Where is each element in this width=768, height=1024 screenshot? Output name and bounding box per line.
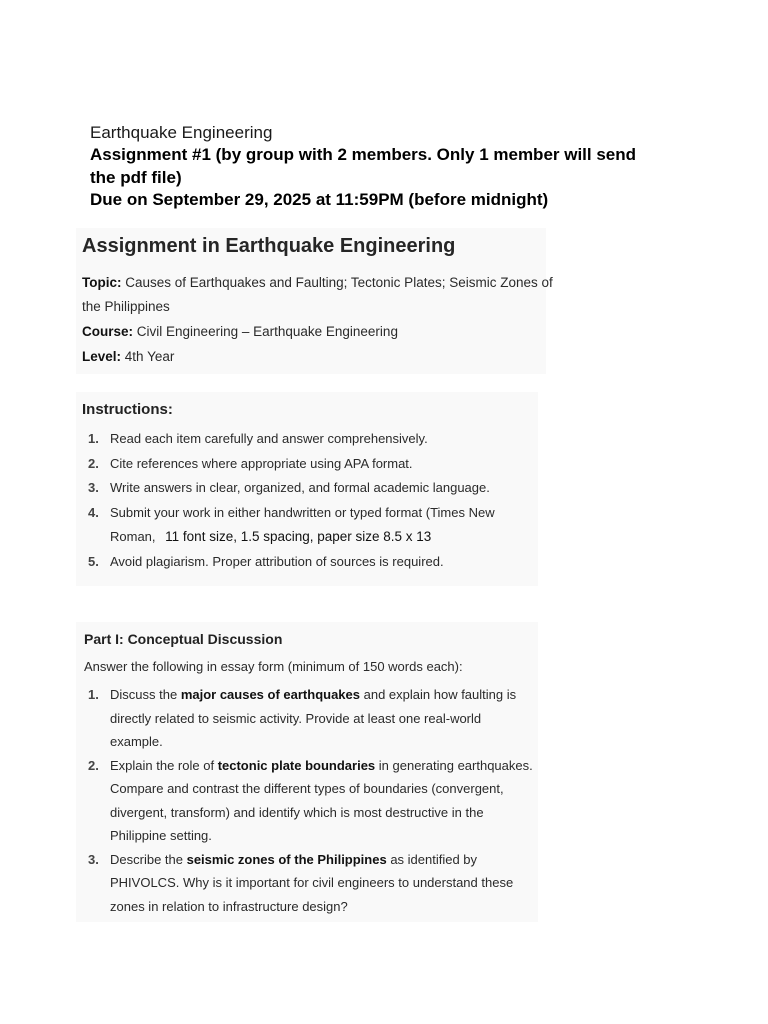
- instructions-list: [84, 427, 534, 574]
- part-one-questions: [84, 683, 534, 918]
- course-line: [82, 320, 582, 344]
- topic-label: Topic:: [82, 275, 122, 290]
- topic-value-continued: the Philippines: [82, 299, 170, 314]
- level-label: Level:: [82, 349, 122, 364]
- list-item: 2. Cite references where appropriate using APA format.: [88, 455, 413, 471]
- assignment-line-1: Assignment #1 (by group with 2 members. Only 1 member will send: [90, 145, 637, 164]
- list-item: 1. Discuss the major causes of earthquakes and explain how faulting is directly related to seismic activity. Provide at least one real-world example.: [88, 687, 517, 749]
- course-name: Earthquake Engineering: [90, 123, 273, 142]
- instructions-heading: Instructions:: [82, 401, 173, 418]
- due-date: Due on September 29, 2025 at 11:59PM (before midnight): [90, 190, 549, 209]
- assignment-header: [90, 122, 730, 212]
- assignment-line-2: the pdf file): [90, 167, 182, 187]
- part-one-heading: Part I: Conceptual Discussion: [84, 631, 283, 647]
- level-line: [82, 345, 582, 369]
- part-one-intro: Answer the following in essay form (minimum of 150 words each):: [84, 659, 463, 674]
- list-item: 4. Submit your work in either handwritten or typed format (Times New Roman, 11 font size, 1.5 spacing, paper size 8.5 x 13: [88, 504, 495, 544]
- topic-value: Causes of Earthquakes and Faulting; Tectonic Plates; Seismic Zones of: [125, 275, 553, 290]
- list-item: 5. Avoid plagiarism. Proper attribution of sources is required.: [88, 553, 444, 569]
- topic-line-continued: [82, 295, 582, 319]
- list-item: 3. Describe the seismic zones of the Philippines as identified by PHIVOLCS. Why is it important for civil engineers to understand these zones in relation to infrastructure design?: [88, 851, 514, 914]
- course-label: Course:: [82, 324, 134, 339]
- list-item: 1. Read each item carefully and answer comprehensively.: [88, 431, 428, 446]
- document-title: Assignment in Earthquake Engineering: [82, 235, 456, 257]
- list-item: 2. Explain the role of tectonic plate boundaries in generating earthquakes. Compare and contrast the different types of boundaries (convergent, divergent, transform) and identify which is most destructive in the Philippine setting.: [88, 757, 533, 843]
- list-item: 3. Write answers in clear, organized, and formal academic language.: [88, 480, 490, 495]
- typed-overlay-text: 11 font size, 1.5 spacing, paper size 8.5 x 13: [165, 529, 432, 544]
- level-value: 4th Year: [124, 349, 175, 364]
- topic-line: [82, 271, 582, 295]
- course-value: Civil Engineering – Earthquake Engineering: [136, 324, 398, 339]
